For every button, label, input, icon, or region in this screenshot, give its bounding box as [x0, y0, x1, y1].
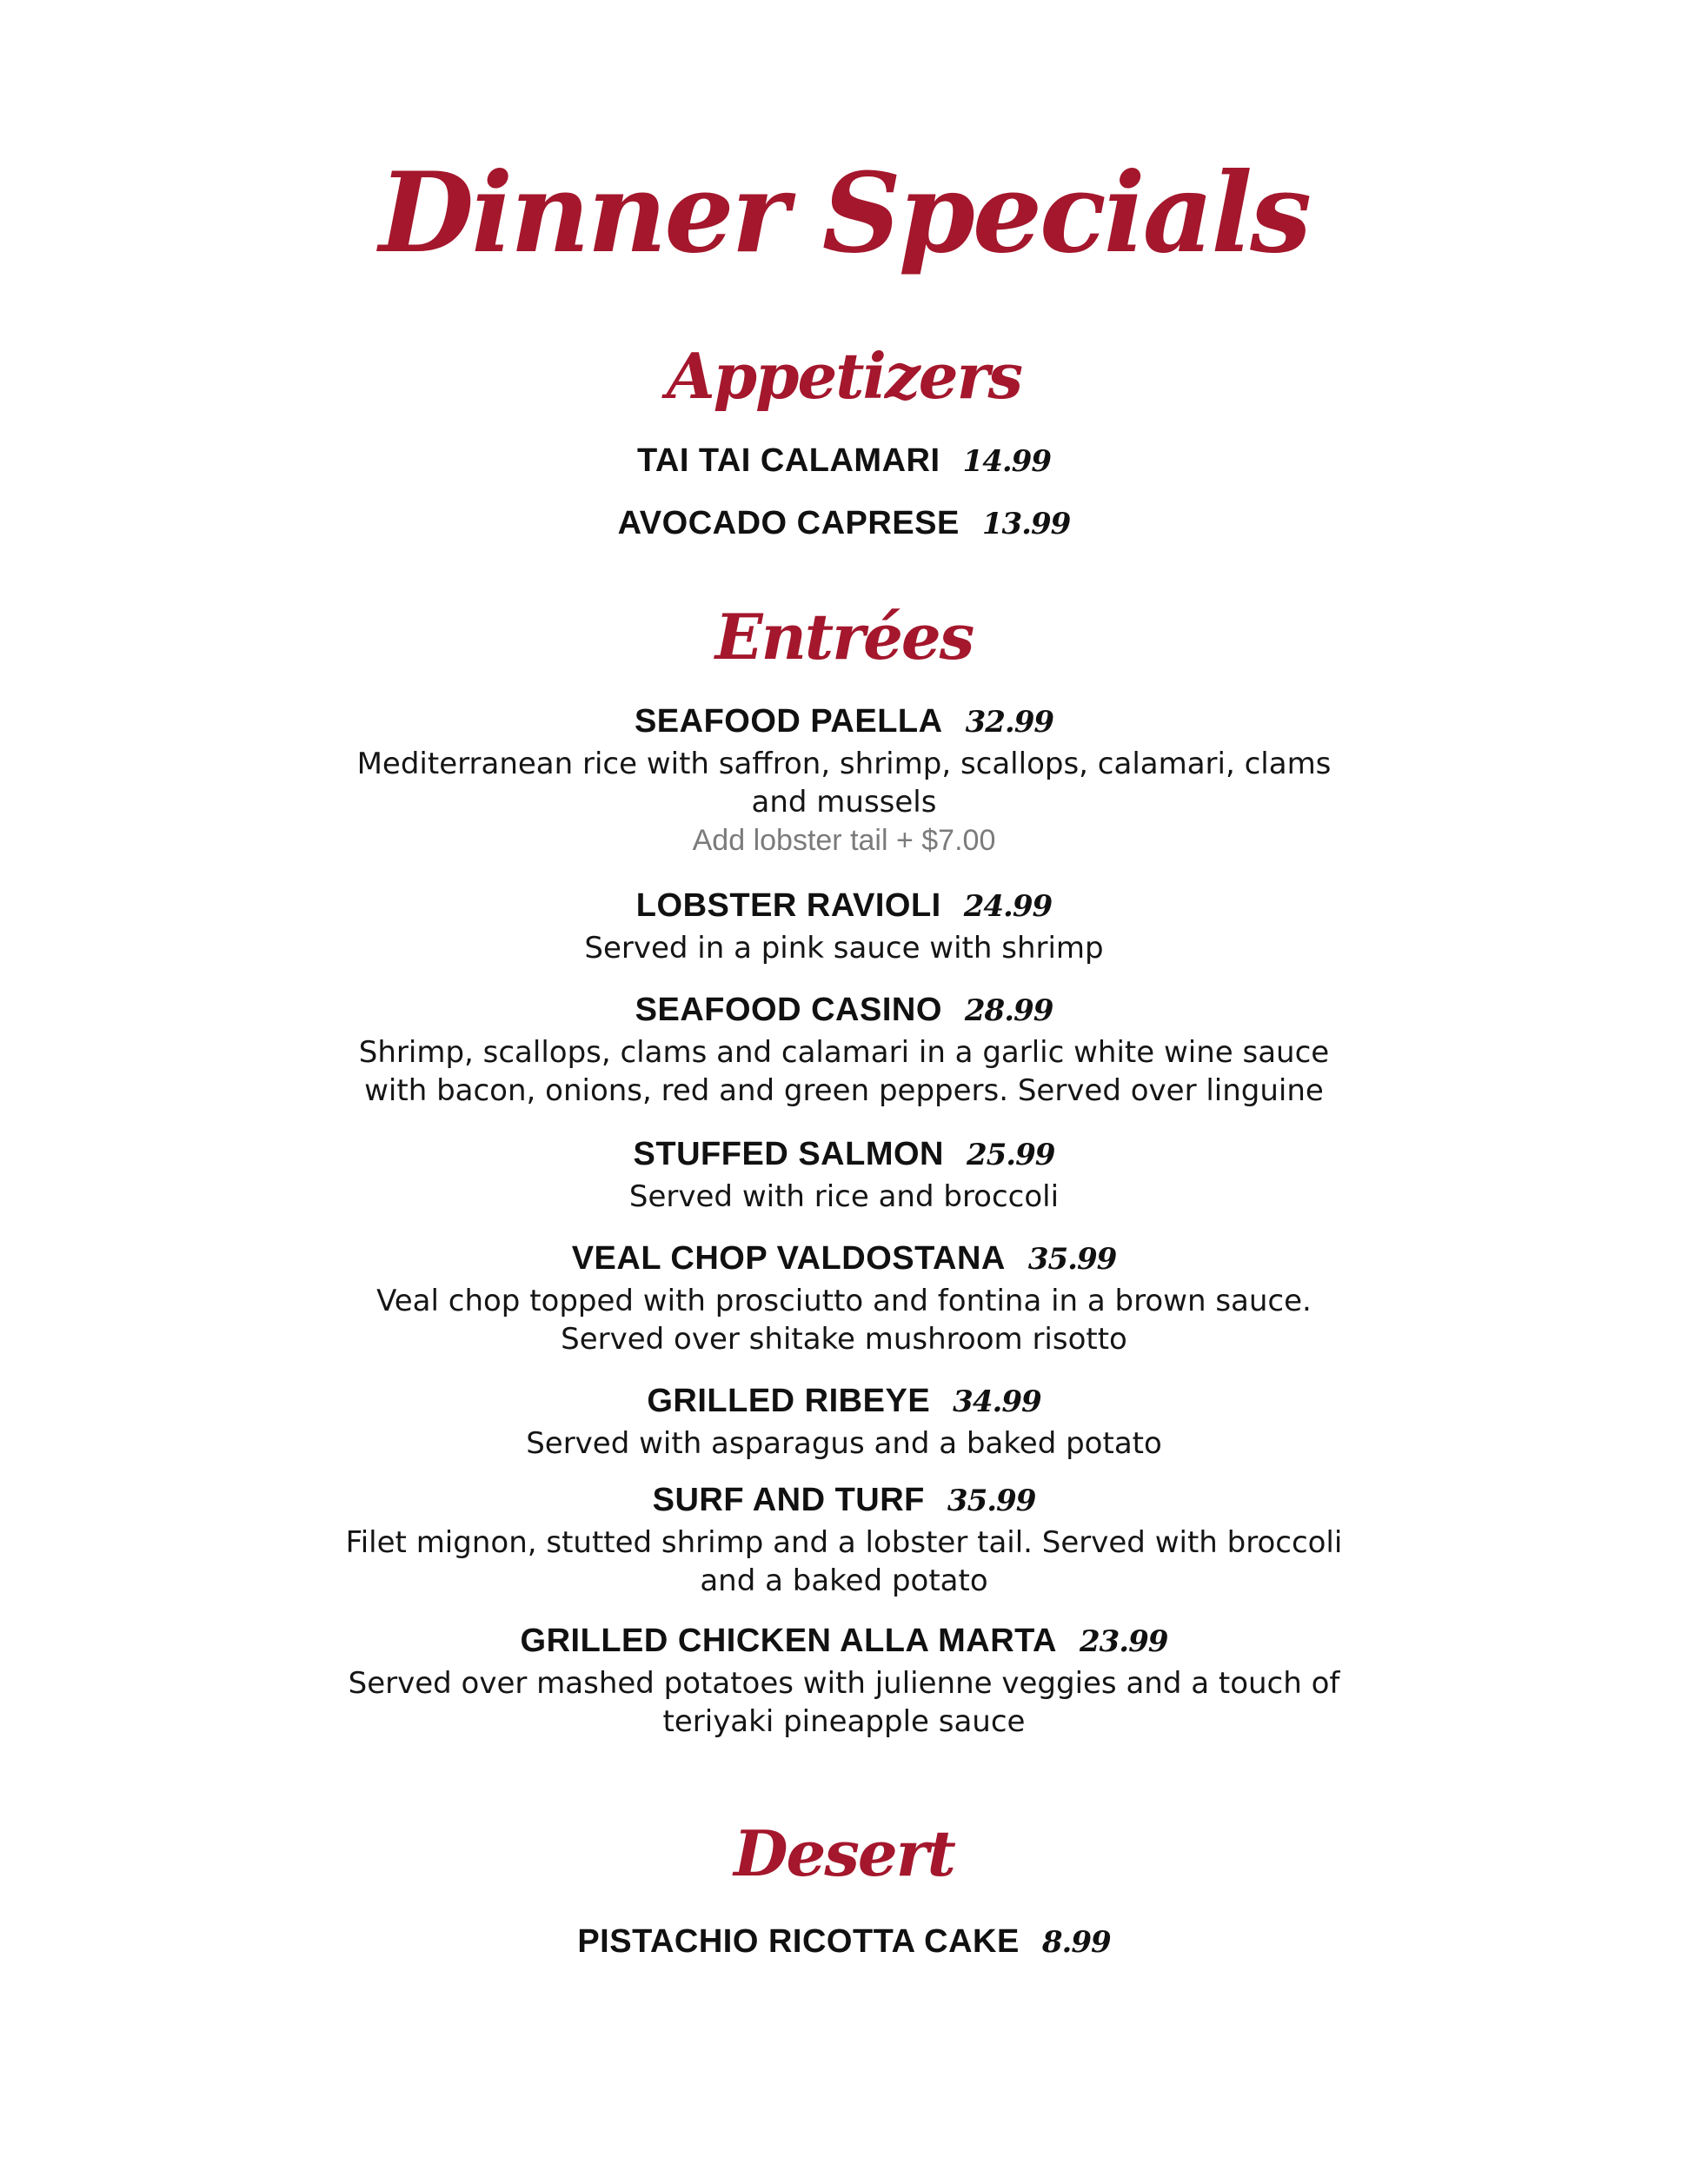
- item-description: [174, 1523, 1514, 1600]
- menu-item: [174, 700, 1514, 860]
- menu-item: [174, 1238, 1514, 1358]
- item-name: VEAL CHOP VALDOSTANA: [571, 1240, 1006, 1277]
- item-name: PISTACHIO RICOTTA CAKE: [577, 1923, 1020, 1960]
- item-name: GRILLED CHICKEN ALLA MARTA: [520, 1623, 1057, 1659]
- item-name: SEAFOOD CASINO: [635, 992, 942, 1028]
- item-addon: Add lobster tail + $7.00: [692, 824, 996, 857]
- item-name: GRILLED RIBEYE: [647, 1383, 931, 1419]
- menu-item: [174, 885, 1514, 967]
- description-line: Served with asparagus and a baked potato: [526, 1426, 1162, 1461]
- item-price: 8.99: [1041, 1925, 1111, 1960]
- description-line: Served with rice and broccoli: [628, 1179, 1060, 1214]
- item-price: 25.99: [966, 1138, 1055, 1172]
- item-name: AVOCADO CAPRESE: [617, 505, 960, 541]
- description-line: Served over shitake mushroom risotto: [561, 1322, 1127, 1357]
- menu-item: [174, 1133, 1514, 1216]
- section-heading-desert: Desert: [734, 1816, 954, 1890]
- item-name: TAI TAI CALAMARI: [636, 442, 940, 479]
- description-line: with bacon, onions, red and green peppers. Served over linguine: [364, 1073, 1324, 1108]
- description-line: Mediterranean rice with saffron, shrimp, scallops, calamari, clams: [356, 747, 1332, 781]
- item-name: SURF AND TURF: [652, 1482, 925, 1518]
- menu-item: [174, 502, 1514, 545]
- description-line: Veal chop topped with prosciutto and fontina in a brown sauce.: [376, 1284, 1312, 1318]
- item-price: 23.99: [1079, 1624, 1168, 1659]
- item-name: LOBSTER RAVIOLI: [635, 887, 941, 924]
- description-line: and a baked potato: [700, 1563, 988, 1598]
- item-name: STUFFED SALMON: [633, 1136, 944, 1172]
- item-price: 24.99: [963, 889, 1053, 924]
- description-line: and mussels: [751, 785, 937, 820]
- menu-item: [174, 1380, 1514, 1463]
- description-line: Served over mashed potatoes with julienne veggies and a touch of: [348, 1666, 1340, 1701]
- description-line: Served in a pink sauce with shrimp: [584, 931, 1104, 966]
- description-line: Shrimp, scallops, clams and calamari in a garlic white wine sauce: [358, 1035, 1330, 1070]
- item-price: 28.99: [964, 993, 1053, 1028]
- item-price: 14.99: [962, 444, 1051, 479]
- item-description: [174, 1664, 1514, 1741]
- menu-item: [174, 1620, 1514, 1741]
- page-title: Dinner Specials: [378, 149, 1310, 277]
- item-description: [174, 1282, 1514, 1358]
- item-price: 35.99: [1027, 1242, 1117, 1277]
- description-line: Filet mignon, stutted shrimp and a lobster tail. Served with broccoli: [345, 1525, 1343, 1560]
- section-heading-entrees: Entrées: [714, 600, 974, 674]
- section-heading-appetizers: Appetizers: [666, 339, 1022, 413]
- item-description: [174, 745, 1514, 821]
- menu-item: [174, 989, 1514, 1110]
- item-description: [174, 929, 1514, 967]
- description-line: teriyaki pineapple sauce: [662, 1704, 1026, 1739]
- item-name: SEAFOOD PAELLA: [634, 703, 943, 740]
- item-description: [174, 1424, 1514, 1463]
- item-price: 35.99: [947, 1484, 1036, 1518]
- item-price: 13.99: [981, 507, 1071, 541]
- menu-item: [174, 1921, 1514, 1963]
- item-description: [174, 1033, 1514, 1110]
- menu-item: [174, 440, 1514, 482]
- item-description: [174, 1178, 1514, 1216]
- item-price: 34.99: [953, 1384, 1041, 1419]
- menu-item: [174, 1479, 1514, 1600]
- item-price: 32.99: [965, 705, 1054, 740]
